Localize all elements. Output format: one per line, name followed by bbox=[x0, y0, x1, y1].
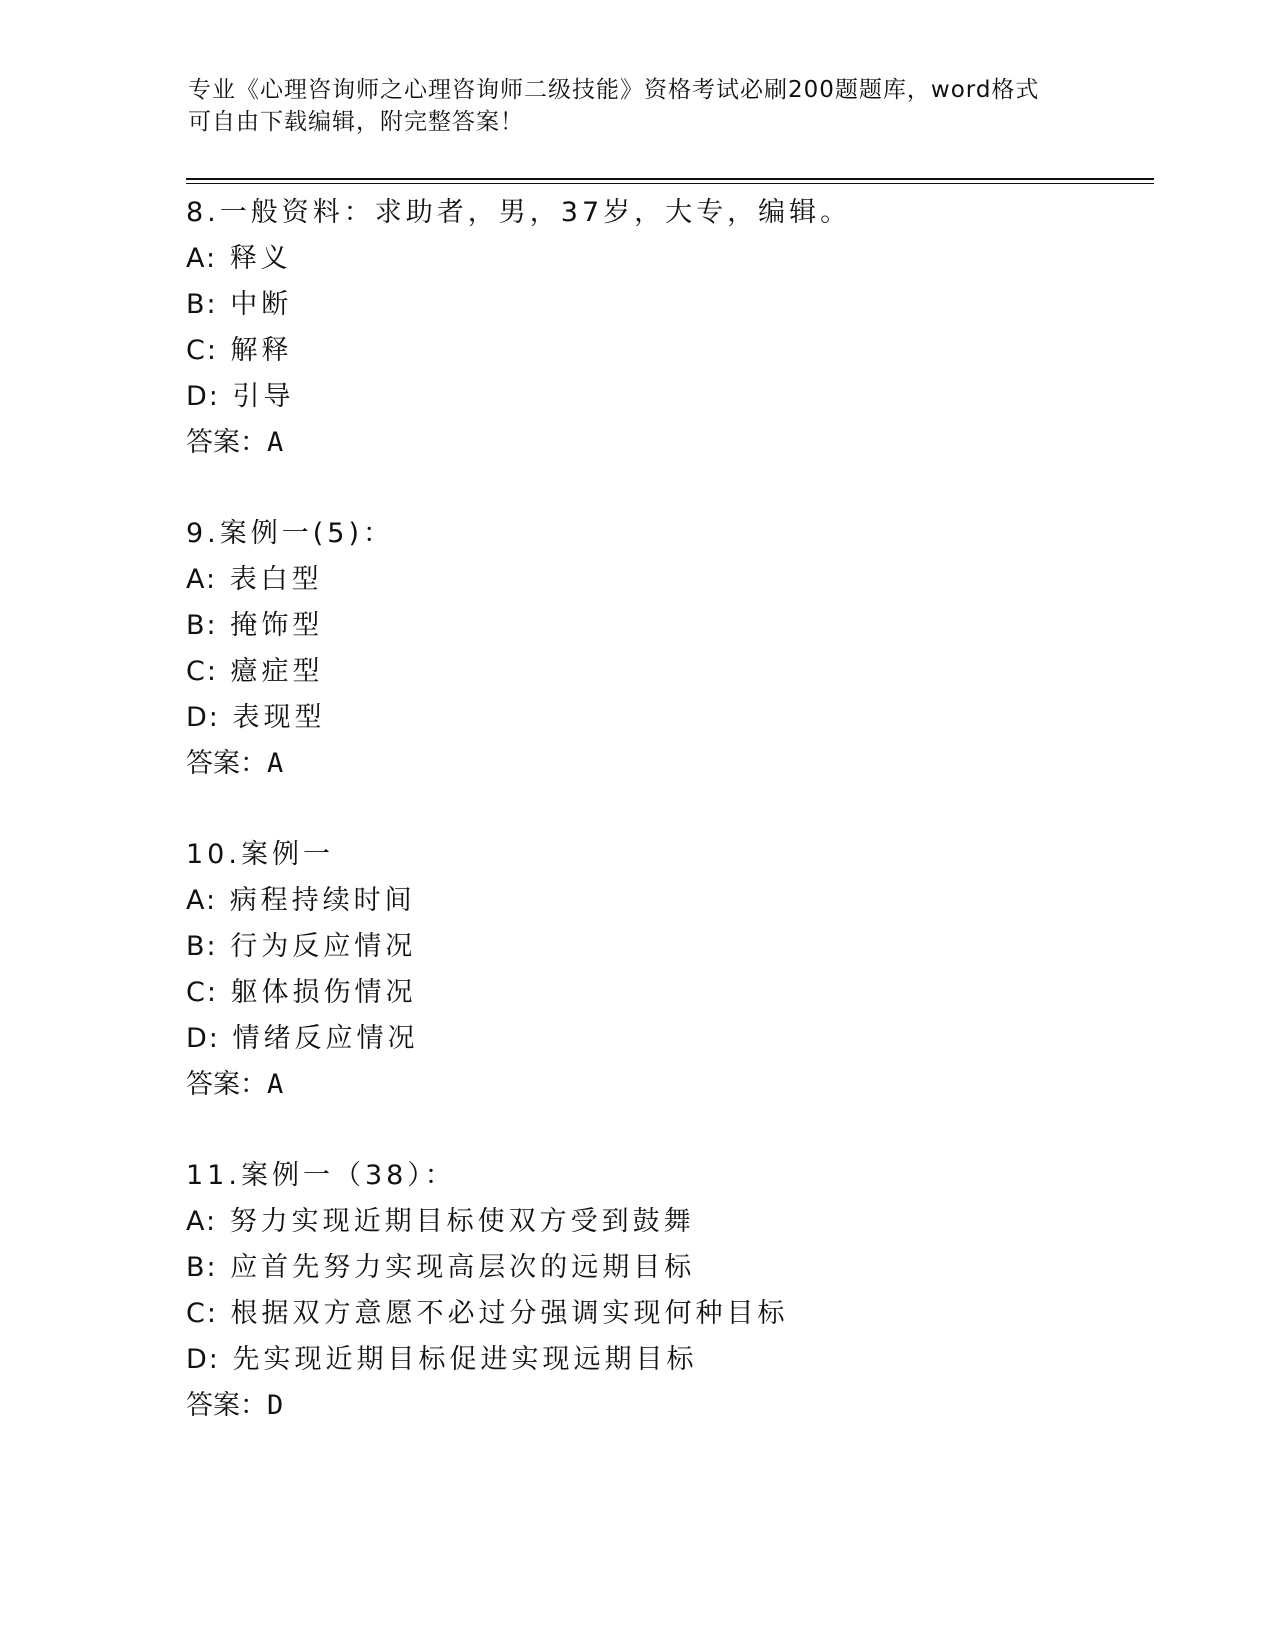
option-text: 行为反应情况 bbox=[230, 931, 417, 962]
option-text: 先实现近期目标促进实现远期目标 bbox=[232, 1344, 698, 1375]
option-letter: A: bbox=[186, 885, 218, 916]
answer-line bbox=[186, 1062, 1146, 1108]
option-text: 病程持续时间 bbox=[229, 885, 416, 916]
option-c bbox=[186, 970, 1146, 1016]
option-text: 引导 bbox=[232, 381, 295, 412]
answer-line bbox=[186, 741, 1146, 787]
option-d bbox=[186, 1337, 1146, 1383]
answer-label: 答案： bbox=[186, 748, 267, 779]
option-text: 根据双方意愿不必过分强调实现何种目标 bbox=[230, 1298, 789, 1329]
option-text: 解释 bbox=[230, 335, 293, 366]
answer-label: 答案： bbox=[186, 427, 267, 458]
question-8 bbox=[186, 190, 1146, 466]
option-text: 表现型 bbox=[232, 702, 326, 733]
option-a bbox=[186, 878, 1146, 924]
option-text: 中断 bbox=[230, 289, 293, 320]
option-letter: D: bbox=[186, 702, 220, 733]
option-b bbox=[186, 603, 1146, 649]
question-list bbox=[186, 190, 1146, 1474]
option-letter: B: bbox=[186, 1252, 218, 1283]
option-letter: C: bbox=[186, 1298, 218, 1329]
option-a bbox=[186, 557, 1146, 603]
option-letter: A: bbox=[186, 564, 218, 595]
header-line-1: 专业《心理咨询师之心理咨询师二级技能》资格考试必刷200题题库，word格式 bbox=[188, 77, 1040, 103]
question-title: 9.案例一(5)： bbox=[186, 518, 395, 549]
option-letter: B: bbox=[186, 610, 218, 641]
option-c bbox=[186, 1291, 1146, 1337]
option-letter: A: bbox=[186, 1206, 218, 1237]
answer-line bbox=[186, 1383, 1146, 1429]
option-d bbox=[186, 695, 1146, 741]
answer-value: A bbox=[267, 1069, 288, 1100]
question-9 bbox=[186, 511, 1146, 787]
answer-value: A bbox=[267, 748, 288, 779]
header-divider-thin bbox=[186, 183, 1154, 184]
answer-value: D bbox=[267, 1390, 288, 1421]
option-a bbox=[186, 236, 1146, 282]
option-text: 表白型 bbox=[229, 564, 323, 595]
answer-value: A bbox=[267, 427, 288, 458]
option-letter: D: bbox=[186, 381, 220, 412]
question-11 bbox=[186, 1153, 1146, 1429]
document-header bbox=[188, 74, 1088, 138]
header-line-2: 可自由下载编辑，附完整答案！ bbox=[188, 109, 524, 135]
option-d bbox=[186, 1016, 1146, 1062]
option-letter: C: bbox=[186, 335, 218, 366]
option-text: 情绪反应情况 bbox=[232, 1023, 419, 1054]
answer-label: 答案： bbox=[186, 1069, 267, 1100]
option-letter: C: bbox=[186, 656, 218, 687]
header-divider-thick bbox=[186, 178, 1154, 180]
option-b bbox=[186, 282, 1146, 328]
option-text: 癔症型 bbox=[230, 656, 324, 687]
option-letter: C: bbox=[186, 977, 218, 1008]
option-text: 应首先努力实现高层次的远期目标 bbox=[230, 1252, 696, 1283]
option-letter: B: bbox=[186, 931, 218, 962]
option-text: 努力实现近期目标使双方受到鼓舞 bbox=[229, 1206, 695, 1237]
option-letter: B: bbox=[186, 289, 218, 320]
option-b bbox=[186, 1245, 1146, 1291]
option-text: 释义 bbox=[229, 243, 292, 274]
option-c bbox=[186, 649, 1146, 695]
option-letter: D: bbox=[186, 1023, 220, 1054]
question-title: 11.案例一（38）： bbox=[186, 1160, 456, 1191]
question-title: 8.一般资料：求助者，男，37岁，大专，编辑。 bbox=[186, 197, 852, 228]
option-text: 掩饰型 bbox=[230, 610, 324, 641]
option-letter: A: bbox=[186, 243, 218, 274]
option-d bbox=[186, 374, 1146, 420]
option-letter: D: bbox=[186, 1344, 220, 1375]
option-b bbox=[186, 924, 1146, 970]
answer-label: 答案： bbox=[186, 1390, 267, 1421]
option-text: 躯体损伤情况 bbox=[230, 977, 417, 1008]
option-c bbox=[186, 328, 1146, 374]
answer-line bbox=[186, 420, 1146, 466]
question-10 bbox=[186, 832, 1146, 1108]
question-title: 10.案例一 bbox=[186, 839, 334, 870]
option-a bbox=[186, 1199, 1146, 1245]
